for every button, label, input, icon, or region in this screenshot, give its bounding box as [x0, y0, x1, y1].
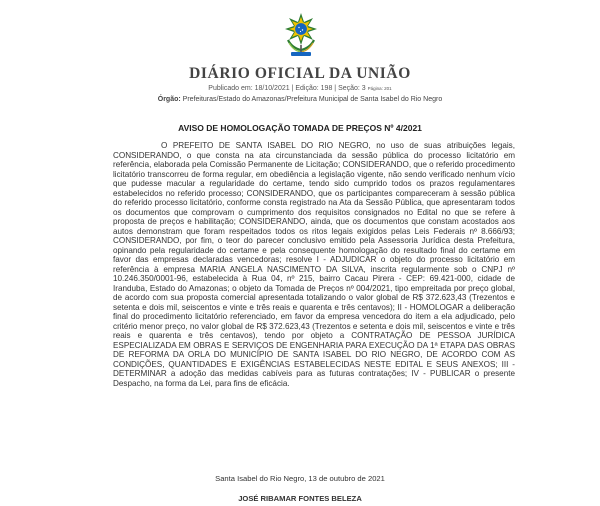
signer-name: JOSÉ RIBAMAR FONTES BELEZA [238, 494, 362, 503]
section-number: Seção: 3 [338, 85, 366, 92]
notice-body: O PREFEITO DE SANTA ISABEL DO RIO NEGRO, no uso de suas atribuições legais, CONSIDERANDO, o que consta na ata circunstanciada da sessão pública do processo licitatório em referência, elaborada pela Comissão Permanente de Licitação; CONSIDERANDO, que o referido procedimento licitatório transcorreu de forma regular, em obediência a legislação vigente, não sendo verificado nenhum vício que pudesse macular a regularidade do certame, tendo sido cumprido todos os prazos regulamentares estabelecidos no referido processo; CONSIDERANDO, que os participantes compareceram à sessão pública do referido processo licitatório, conforme consta registrado na Ata da Sessão Pública, que apresentaram todos os documentos que comprovam o cumprimento dos requisitos consignados no Edital no que se refere à proposta de preços e habilitação; CONSIDERANDO, ainda, que os documentos que constam acostados aos autos demonstram que foram respeitados todos os ritos legais exigidos pelas Leis Federais nº 8.666/93; CONSIDERANDO, por fim, o teor do parecer conclusivo emitido pela Assessoria Jurídica desta Prefeitura, opinando pela regularidade do certame e pela consequente homologação do resultado final do certame em favor das empresas declaradas vencedoras; resolve I - ADJUDICAR o objeto do processo licitatório em referência à empresa MARIA ANGELA NASCIMENTO DA SILVA, inscrita regularmente sob o CNPJ nº 10.246.350/0001-96, estabelecida à Rua 04, nº 215, bairro Cacau Pirera - CEP: 69.421-000, cidade de Iranduba, Estado do Amazonas; o objeto da Tomada de Preços nº 004/2021, tipo empreitada por preço global, de acordo com sua proposta comercial apresentada totalizando o valor global de R$ 372.623,43 (Trezentos e setenta e dois mil, seiscentos e vinte e três reais e quarenta e três centavos); II - HOMOLOGAR a deliberação final do procedimento licitatório referenciado, em favor da empresa vencedora do item a ela adjudicado, pelo critério menor preço, no valor global de R$ 372.623,43 (Trezentos e setenta e dois mil, seiscentos e vinte e três reais e quarenta e três centavos), tendo por objeto a CONTRATAÇÃO DE PESSOA JURÍDICA ESPECIALIZADA EM OBRAS E SERVIÇOS DE ENGENHARIA PARA EXECUÇÃO DA 1ª ETAPA DAS OBRAS DE REFORMA DA ORLA DO MUNICÍPIO DE SANTA ISABEL DO RIO NEGRO, DE ACORDO COM AS CONDIÇÕES, QUANTIDADES E EXIGÊNCIAS ESTABELECIDAS NESTE EDITAL E SEUS ANEXOS; III - DETERMINAR a adoção das medidas cabíveis para as futuras contratações; IV - PUBLICAR o presente Despacho, na forma da Lei, para fins de eficácia. [113, 141, 515, 388]
masthead-title: DIÁRIO OFICIAL DA UNIÃO [189, 65, 411, 82]
brazil-coat-of-arms-icon [282, 12, 320, 58]
organ-line [0, 96, 600, 103]
published-date: Publicado em: 18/10/2021 [208, 85, 290, 92]
notice-title: AVISO DE HOMOLOGAÇÃO TOMADA DE PREÇOS Nº 4/2021 [178, 123, 422, 133]
organ-value: Prefeituras/Estado do Amazonas/Prefeitura Municipal de Santa Isabel do Rio Negro [182, 96, 443, 103]
publication-info: Publicado em: 18/10/2021 | Edição: 198 | Seção: 3 Página: 201 [208, 85, 392, 92]
place-date: Santa Isabel do Rio Negro, 13 de outubro de 2021 [215, 474, 385, 483]
organ-label: Órgão: [157, 96, 181, 103]
edition-number: Edição: 198 [295, 85, 333, 92]
page-number: Página: 201 [367, 86, 392, 91]
